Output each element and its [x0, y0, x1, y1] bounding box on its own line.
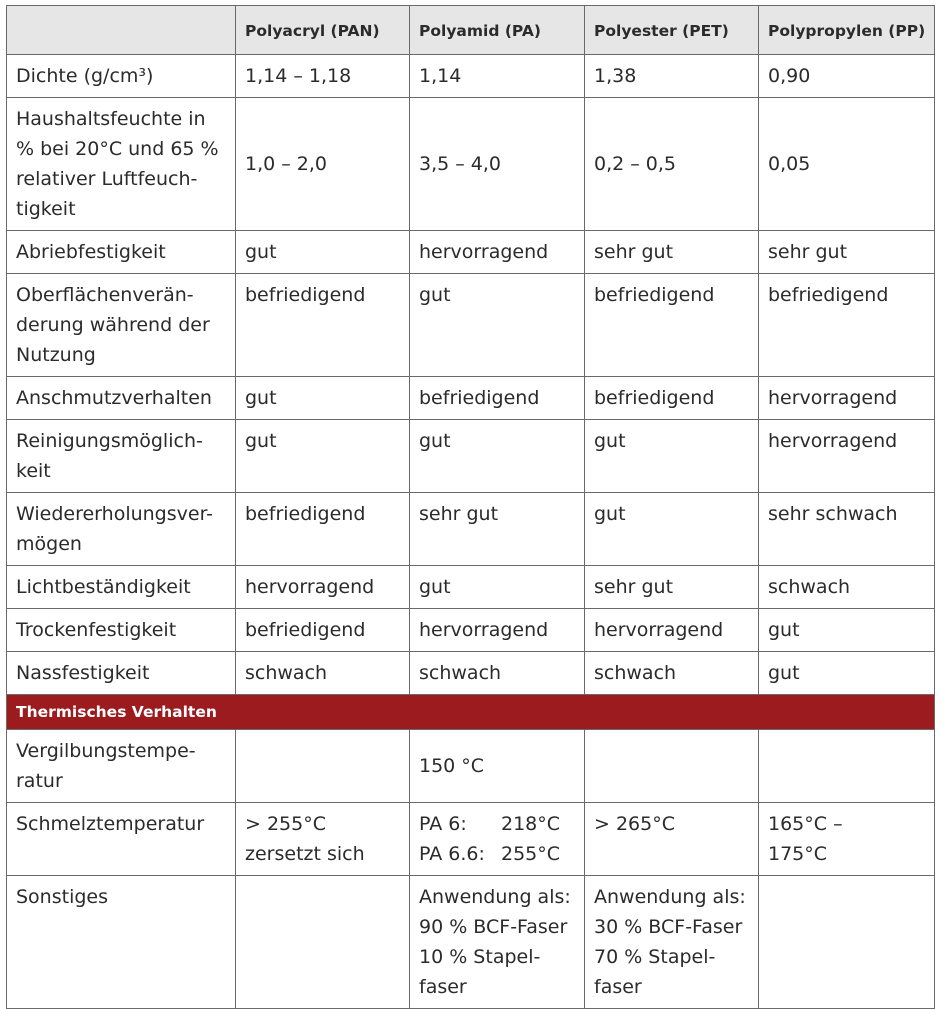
cell-trockenfestigkeit-pan: befriedigend	[236, 609, 410, 652]
cell-oberflaechenveraenderung-pp: befriedigend	[759, 274, 935, 377]
cell-abriebfestigkeit-pan: gut	[236, 231, 410, 274]
cell-haushaltsfeuchte-pp: 0,05	[759, 98, 935, 231]
section-title: Thermisches Verhalten	[7, 695, 935, 730]
cell-dichte-pp: 0,90	[759, 55, 935, 98]
cell-oberflaechenveraenderung-pa: gut	[410, 274, 585, 377]
cell-sonstiges-pa: Anwendung als: 90 % BCF-Faser 10 % Stapel- faser	[410, 876, 585, 1009]
column-header-pp: Polypropylen (PP)	[759, 6, 935, 55]
cell-haushaltsfeuchte-pan: 1,0 – 2,0	[236, 98, 410, 231]
cell-anschmutzverhalten-pet: befriedigend	[585, 377, 759, 420]
row-label-anschmutzverhalten: Anschmutzverhalten	[7, 377, 236, 420]
cell-oberflaechenveraenderung-pet: befriedigend	[585, 274, 759, 377]
cell-reinigungsmoeglichkeit-pa: gut	[410, 420, 585, 493]
cell-vergilbungstemperatur-pan	[236, 730, 410, 803]
row-trockenfestigkeit	[7, 609, 935, 652]
pa66-value: 255°C	[501, 843, 561, 865]
cell-wiedererholungsvermoegen-pa: sehr gut	[410, 493, 585, 566]
cell-dichte-pet: 1,38	[585, 55, 759, 98]
row-dichte	[7, 55, 935, 98]
cell-nassfestigkeit-pet: schwach	[585, 652, 759, 695]
cell-schmelztemperatur-pp: 165°C – 175°C	[759, 803, 935, 876]
row-label-trockenfestigkeit: Trockenfestigkeit	[7, 609, 236, 652]
cell-abriebfestigkeit-pa: hervorragend	[410, 231, 585, 274]
cell-wiedererholungsvermoegen-pp: sehr schwach	[759, 493, 935, 566]
cell-reinigungsmoeglichkeit-pan: gut	[236, 420, 410, 493]
cell-dichte-pan: 1,14 – 1,18	[236, 55, 410, 98]
cell-vergilbungstemperatur-pp	[759, 730, 935, 803]
cell-sonstiges-pet: Anwendung als: 30 % BCF-Faser 70 % Stapel- faser	[585, 876, 759, 1009]
row-abriebfestigkeit	[7, 231, 935, 274]
cell-anschmutzverhalten-pp: hervorragend	[759, 377, 935, 420]
cell-vergilbungstemperatur-pet	[585, 730, 759, 803]
row-nassfestigkeit	[7, 652, 935, 695]
cell-reinigungsmoeglichkeit-pp: hervorragend	[759, 420, 935, 493]
column-header-pa: Polyamid (PA)	[410, 6, 585, 55]
row-label-vergilbungstemperatur: Vergilbungstempe- ratur	[7, 730, 236, 803]
cell-trockenfestigkeit-pp: gut	[759, 609, 935, 652]
pa66-line	[419, 839, 576, 869]
cell-lichtbestaendigkeit-pp: schwach	[759, 566, 935, 609]
section-row-thermisches-verhalten	[7, 695, 935, 730]
cell-oberflaechenveraenderung-pan: befriedigend	[236, 274, 410, 377]
cell-nassfestigkeit-pa: schwach	[410, 652, 585, 695]
row-label-lichtbestaendigkeit: Lichtbeständigkeit	[7, 566, 236, 609]
cell-schmelztemperatur-pa	[410, 803, 585, 876]
row-oberflaechenveraenderung	[7, 274, 935, 377]
row-anschmutzverhalten	[7, 377, 935, 420]
row-label-dichte: Dichte (g/cm³)	[7, 55, 236, 98]
cell-haushaltsfeuchte-pet: 0,2 – 0,5	[585, 98, 759, 231]
cell-sonstiges-pan	[236, 876, 410, 1009]
cell-dichte-pa: 1,14	[410, 55, 585, 98]
row-label-nassfestigkeit: Nassfestigkeit	[7, 652, 236, 695]
pa6-line	[419, 809, 576, 839]
cell-nassfestigkeit-pan: schwach	[236, 652, 410, 695]
pa6-label: PA 6:	[419, 813, 467, 835]
cell-trockenfestigkeit-pet: hervorragend	[585, 609, 759, 652]
cell-lichtbestaendigkeit-pa: gut	[410, 566, 585, 609]
cell-schmelztemperatur-pan: > 255°C zersetzt sich	[236, 803, 410, 876]
row-lichtbestaendigkeit	[7, 566, 935, 609]
row-label-sonstiges: Sonstiges	[7, 876, 236, 1009]
cell-abriebfestigkeit-pet: sehr gut	[585, 231, 759, 274]
header-row	[7, 6, 935, 55]
row-label-reinigungsmoeglichkeit: Reinigungsmöglich- keit	[7, 420, 236, 493]
row-label-schmelztemperatur: Schmelztemperatur	[7, 803, 236, 876]
header-corner-cell	[7, 6, 236, 55]
pa66-label: PA 6.6:	[419, 843, 485, 865]
row-vergilbungstemperatur	[7, 730, 935, 803]
cell-nassfestigkeit-pp: gut	[759, 652, 935, 695]
cell-abriebfestigkeit-pp: sehr gut	[759, 231, 935, 274]
row-reinigungsmoeglichkeit	[7, 420, 935, 493]
cell-sonstiges-pp	[759, 876, 935, 1009]
cell-wiedererholungsvermoegen-pet: gut	[585, 493, 759, 566]
cell-trockenfestigkeit-pa: hervorragend	[410, 609, 585, 652]
column-header-pan: Polyacryl (PAN)	[236, 6, 410, 55]
fiber-properties-table	[6, 5, 935, 1009]
cell-lichtbestaendigkeit-pan: hervorragend	[236, 566, 410, 609]
row-label-abriebfestigkeit: Abriebfestigkeit	[7, 231, 236, 274]
pa6-value: 218°C	[501, 813, 561, 835]
column-header-pet: Polyester (PET)	[585, 6, 759, 55]
row-schmelztemperatur	[7, 803, 935, 876]
cell-anschmutzverhalten-pan: gut	[236, 377, 410, 420]
cell-lichtbestaendigkeit-pet: sehr gut	[585, 566, 759, 609]
row-haushaltsfeuchte	[7, 98, 935, 231]
cell-wiedererholungsvermoegen-pan: befriedigend	[236, 493, 410, 566]
cell-vergilbungstemperatur-pa: 150 °C	[410, 730, 585, 803]
row-label-wiedererholungsvermoegen: Wiedererholungsver- mögen	[7, 493, 236, 566]
cell-haushaltsfeuchte-pa: 3,5 – 4,0	[410, 98, 585, 231]
row-label-oberflaechenveraenderung: Oberflächenverän- derung während der Nutzung	[7, 274, 236, 377]
row-sonstiges	[7, 876, 935, 1009]
row-wiedererholungsvermoegen	[7, 493, 935, 566]
row-label-haushaltsfeuchte: Haushaltsfeuchte in % bei 20°C und 65 % relativer Luftfeuch- tigkeit	[7, 98, 236, 231]
cell-schmelztemperatur-pet: > 265°C	[585, 803, 759, 876]
cell-anschmutzverhalten-pa: befriedigend	[410, 377, 585, 420]
cell-reinigungsmoeglichkeit-pet: gut	[585, 420, 759, 493]
